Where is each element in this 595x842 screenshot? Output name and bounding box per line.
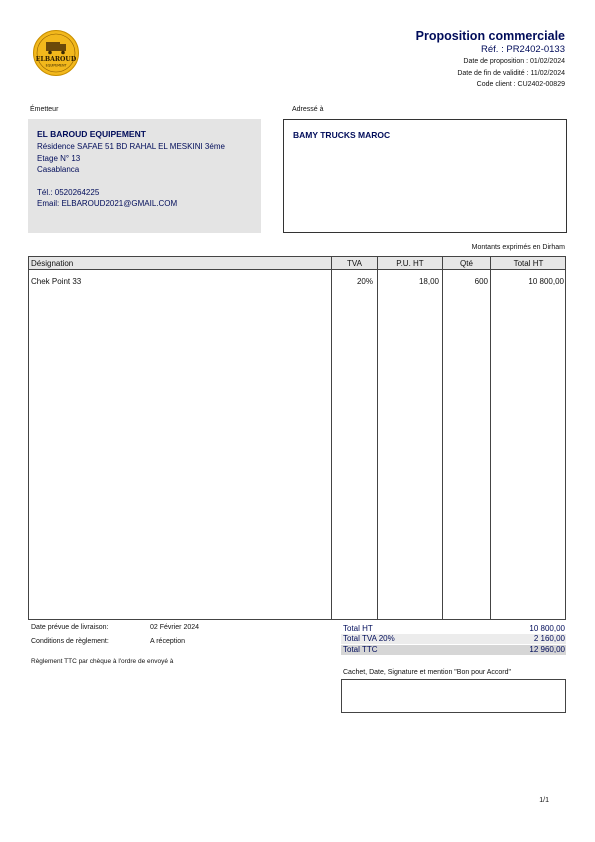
column-header-tva: TVA [347,259,362,268]
cell-total: 10 800,00 [528,277,564,286]
total-ttc-label: Total TTC [343,645,378,654]
delivery-date-label: Date prévue de livraison: [31,624,109,631]
recipient-box [283,119,567,233]
currency-note: Montants exprimés en Dirham [471,244,565,251]
signature-box [341,679,566,713]
cell-designation: Chek Point 33 [31,277,82,286]
column-divider [490,256,491,620]
sender-address-line2: Etage N° 13 [37,153,81,163]
sender-phone: Tél.: 0520264225 [37,187,100,197]
total-ttc-row [341,645,566,655]
signature-label: Cachet, Date, Signature et mention "Bon pour Accord" [343,669,512,676]
proposal-date: Date de proposition : 01/02/2024 [463,58,565,65]
total-tva-value: 2 160,00 [533,634,565,643]
logo-emblem [33,30,79,76]
sender-address-line1: Résidence SAFAE 51 BD RAHAL EL MESKINI 3éme [37,142,225,151]
company-logo [33,30,79,76]
payment-note: Règlement TTC par chèque à l'ordre de envoyé à [31,658,174,665]
client-code: Code client : CU2402-00829 [476,81,565,88]
total-tva-row [341,634,566,644]
reference-number: Réf. : PR2402-0133 [481,44,565,55]
sender-city: Casablanca [37,165,80,174]
total-ht-value: 10 800,00 [529,624,565,633]
total-ht-label: Total HT [343,624,373,633]
column-divider [331,256,332,620]
page-number: 1/1 [539,797,549,804]
document-title: Proposition commerciale [415,29,565,43]
total-tva-label: Total TVA 20% [343,634,395,643]
sender-label: Émetteur [30,106,59,113]
recipient-label: Adressé à [292,106,324,113]
sender-box [28,119,261,233]
total-ttc-value: 12 960,00 [529,645,565,654]
recipient-name: BAMY TRUCKS MAROC [293,130,391,140]
column-header-designation: Désignation [31,259,74,268]
logo-text-bottom: EQUIPEMENT [45,63,67,68]
cell-tva: 20% [356,277,373,286]
cell-unit-price: 18,00 [418,277,439,286]
validity-date: Date de fin de validité : 11/02/2024 [457,70,565,77]
sender-email: Email: ELBAROUD2021@GMAIL.COM [37,199,178,208]
delivery-date-value: 02 Février 2024 [150,624,200,631]
items-table [28,256,566,620]
payment-conditions-label: Conditions de règlement: [31,638,109,645]
column-divider [442,256,443,620]
logo-text-top: ELBAROUD [35,56,77,63]
column-header-unit-price: P.U. HT [396,259,424,268]
column-header-quantity: Qté [460,259,473,268]
column-header-total: Total HT [513,259,544,268]
column-divider [377,256,378,620]
payment-conditions-value: A réception [150,638,186,645]
total-ht-row [341,624,566,634]
cell-quantity: 600 [474,277,488,286]
sender-name: EL BAROUD EQUIPEMENT [37,129,146,139]
